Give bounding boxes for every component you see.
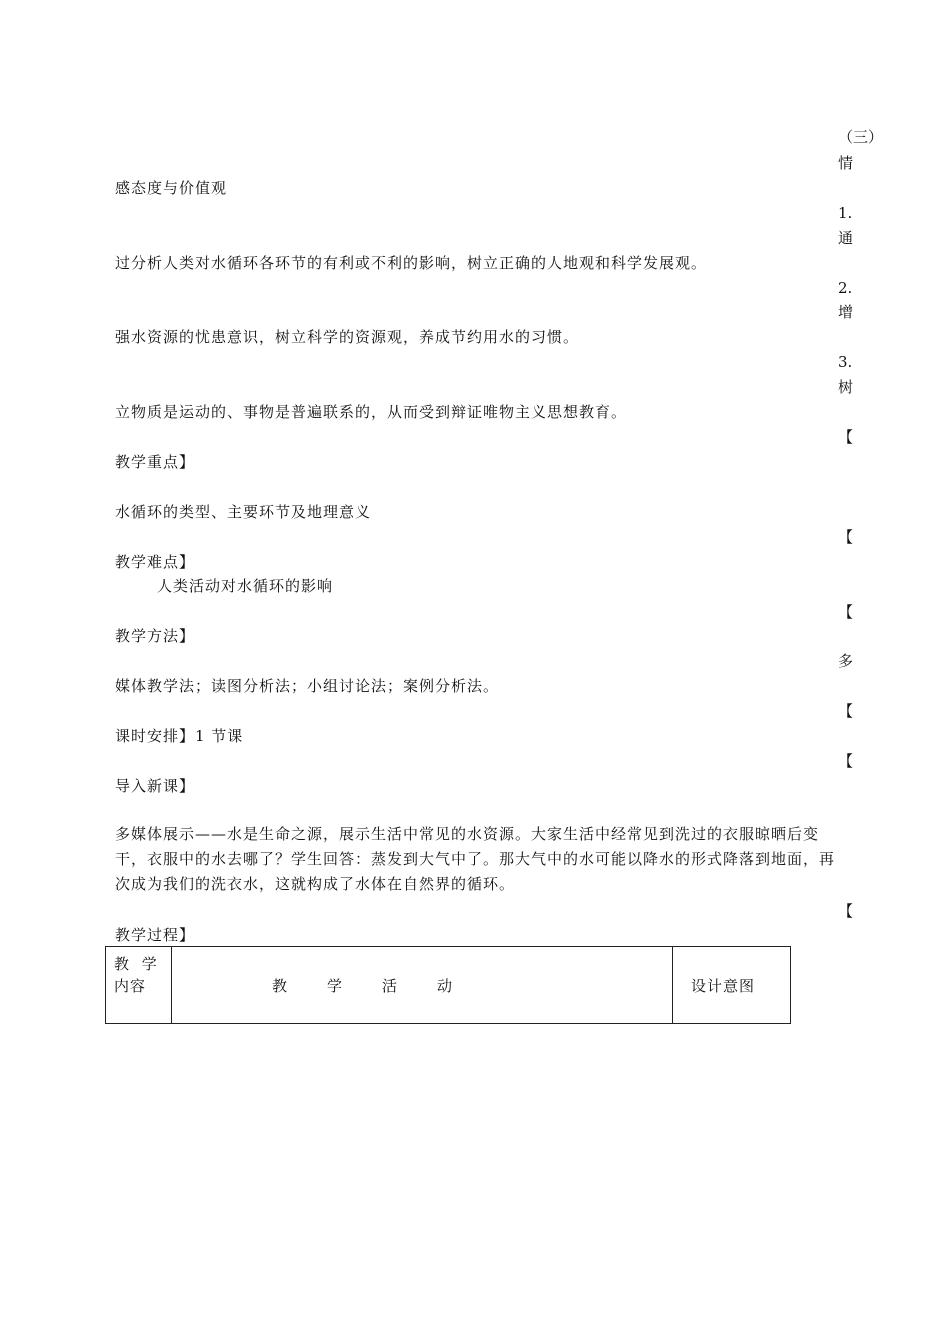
class-schedule: 课时安排】1 节课: [115, 727, 244, 745]
side-fragment-12: 【: [838, 702, 854, 720]
side-fragment-3: 通: [838, 229, 854, 247]
side-fragment-1: 情: [838, 154, 854, 172]
content-header-line1: 教 学: [114, 955, 161, 973]
heading-teaching-process: 教学过程】: [115, 926, 196, 944]
key-points-text: 水循环的类型、主要环节及地理意义: [115, 503, 372, 521]
section-heading-attitude: 感态度与价值观: [115, 179, 228, 197]
difficulties-text: 人类活动对水循环的影响: [157, 577, 334, 595]
side-fragment-11: 多: [838, 652, 854, 670]
side-fragment-5: 增: [838, 303, 854, 321]
content-header-line2: 内容: [114, 977, 147, 995]
heading-difficulties: 教学难点】: [115, 553, 196, 571]
side-fragment-10: 【: [838, 603, 854, 621]
objective-3: 立物质是运动的、事物是普遍联系的，从而受到辩证唯物主义思想教育。: [115, 403, 628, 421]
intent-header-text: 设计意图: [691, 977, 756, 995]
side-fragment-13: 【: [838, 752, 854, 770]
side-fragment-0: （三）: [838, 128, 884, 146]
side-fragment-7: 树: [838, 378, 854, 396]
side-fragment-9: 【: [838, 528, 854, 546]
objective-1: 过分析人类对水循环各环节的有利或不利的影响，树立正确的人地观和科学发展观。: [115, 254, 708, 272]
table-header-intent: [673, 947, 791, 1024]
heading-methods: 教学方法】: [115, 627, 196, 645]
methods-text: 媒体教学法；读图分析法；小组讨论法；案例分析法。: [115, 677, 500, 695]
heading-key-points: 教学重点】: [115, 453, 196, 471]
side-fragment-4: 2.: [838, 279, 853, 297]
side-fragment-2: 1.: [838, 204, 853, 222]
side-fragment-8: 【: [838, 428, 854, 446]
objective-2: 强水资源的忧患意识，树立科学的资源观，养成节约用水的习惯。: [115, 328, 580, 346]
heading-introduction: 导入新课】: [115, 777, 196, 795]
introduction-paragraph: 多媒体展示——水是生命之源，展示生活中常见的水资源。大家生活中经常见到洗过的衣服晾晒后变干，衣服中的水去哪了？学生回答：蒸发到大气中了。那大气中的水可能以降水的形式降落到地面，再次成为我们的洗衣水，这就构成了水体在自然界的循环。: [115, 825, 836, 893]
table-row: [106, 947, 791, 1024]
side-fragment-14: 【: [838, 902, 854, 920]
activity-header-text: 教学活动: [272, 977, 493, 995]
table-header-activity: [172, 947, 673, 1024]
table-header-content: [106, 947, 172, 1024]
side-fragment-6: 3.: [838, 353, 853, 371]
lesson-table: [105, 946, 791, 1024]
